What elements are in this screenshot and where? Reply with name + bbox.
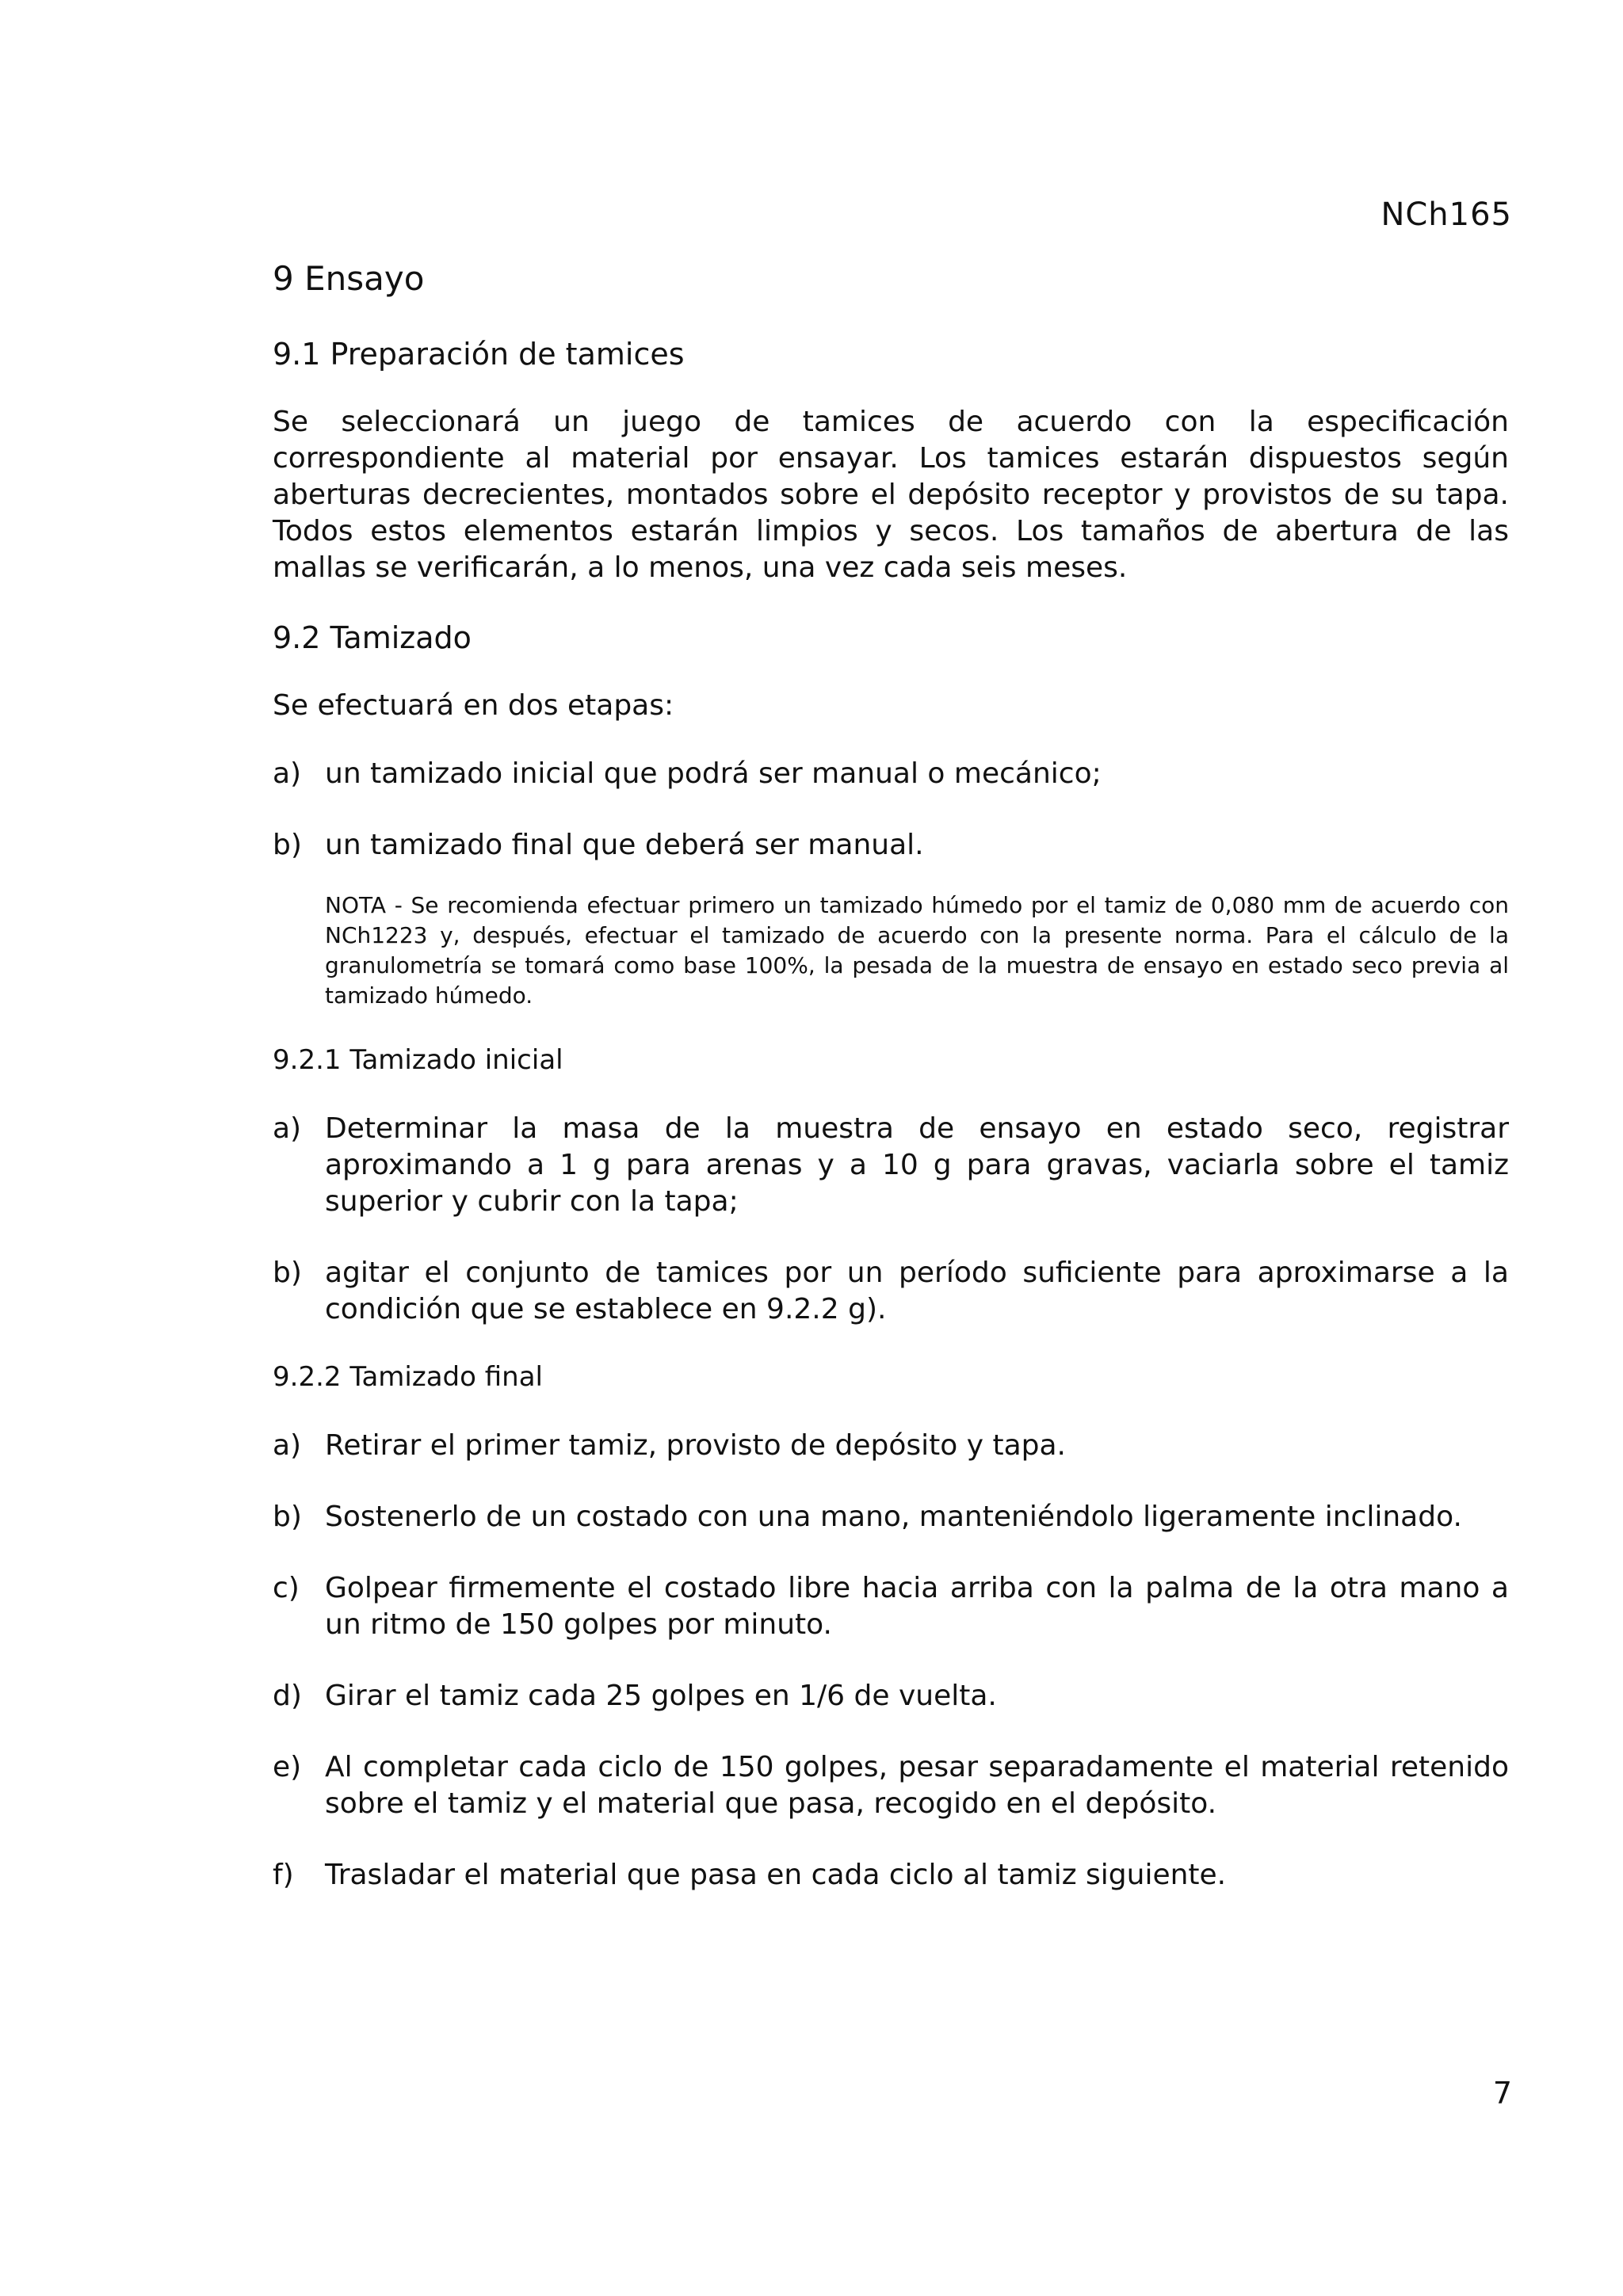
list-item <box>273 756 1509 792</box>
list-marker: a) <box>273 1429 302 1462</box>
list-marker: b) <box>273 1501 302 1533</box>
section-9-2-intro: Se efectuará en dos etapas: <box>273 689 674 722</box>
list-item-text: Retirar el primer tamiz, provisto de depósito y tapa. <box>325 1429 1066 1462</box>
list-marker: b) <box>273 829 302 861</box>
list-marker: f) <box>273 1859 294 1891</box>
list-marker: a) <box>273 757 302 790</box>
list-item-text: Golpear firmemente el costado libre hacia arriba con la palma de la otra mano a un ritmo de 150 golpes por minuto. <box>325 1572 1509 1641</box>
section-9-1-paragraph: Se seleccionará un juego de tamices de acuerdo con la especificación correspondiente al material por ensayar. Los tamices estarán dispuestos según aberturas decrecientes, montados sobre el depósito receptor y provistos de su tapa. Todos estos elementos estarán limpios y secos. Los tamaños de abertura de las mallas se verificarán, a lo menos, una vez cada seis meses. <box>273 406 1509 584</box>
page-number: 7 <box>1492 2076 1512 2111</box>
list-item-text: Trasladar el material que pasa en cada ciclo al tamiz siguiente. <box>325 1859 1227 1891</box>
list-item <box>273 1499 1509 1535</box>
list-item-text: Al completar cada ciclo de 150 golpes, pesar separadamente el material retenido sobre el tamiz y el material que pasa, recogido en el depósito. <box>325 1751 1509 1820</box>
list-item-text: Sostenerlo de un costado con una mano, manteniéndolo ligeramente inclinado. <box>325 1501 1462 1533</box>
list-item <box>273 1428 1509 1464</box>
list-item <box>273 1857 1509 1894</box>
list-item <box>273 1749 1509 1822</box>
section-9-2-2-title: 9.2.2 Tamizado final <box>273 1361 543 1393</box>
list-item-text: un tamizado inicial que podrá ser manual o mecánico; <box>325 757 1102 790</box>
list-marker: e) <box>273 1751 302 1783</box>
section-9-2-1-title: 9.2.1 Tamizado inicial <box>273 1044 563 1076</box>
list-item <box>273 1678 1509 1714</box>
document-id: NCh165 <box>1381 196 1512 233</box>
list-item-text: un tamizado final que deberá ser manual. <box>325 829 924 861</box>
list-item-text: agitar el conjunto de tamices por un período suficiente para aproximarse a la condición que se establece en 9.2.2 g). <box>325 1257 1509 1325</box>
list-marker: c) <box>273 1572 300 1604</box>
list-item <box>273 1111 1509 1220</box>
list-item-text: Determinar la masa de la muestra de ensayo en estado seco, registrar aproximando a 1 g para arenas y a 10 g para gravas, vaciarla sobre el tamiz superior y cubrir con la tapa; <box>325 1112 1509 1218</box>
list-item <box>273 827 1509 864</box>
list-marker: d) <box>273 1680 302 1712</box>
section-9-title: 9 Ensayo <box>273 259 425 298</box>
note-paragraph: NOTA - Se recomienda efectuar primero un tamizado húmedo por el tamiz de 0,080 mm de acuerdo con NCh1223 y, después, efectuar el tamizado de acuerdo con la presente norma. Para el cálculo de la granulometría se tomará como base 100%, la pesada de la muestra de ensayo en estado seco previa al tamizado húmedo. <box>325 892 1509 1009</box>
list-marker: b) <box>273 1257 302 1289</box>
list-item <box>273 1570 1509 1643</box>
page-content <box>273 255 1509 1894</box>
list-marker: a) <box>273 1112 302 1145</box>
list-item <box>273 1255 1509 1328</box>
list-item-text: Girar el tamiz cada 25 golpes en 1/6 de vuelta. <box>325 1680 997 1712</box>
section-9-2-title: 9.2 Tamizado <box>273 620 472 655</box>
section-9-1-title: 9.1 Preparación de tamices <box>273 337 685 372</box>
